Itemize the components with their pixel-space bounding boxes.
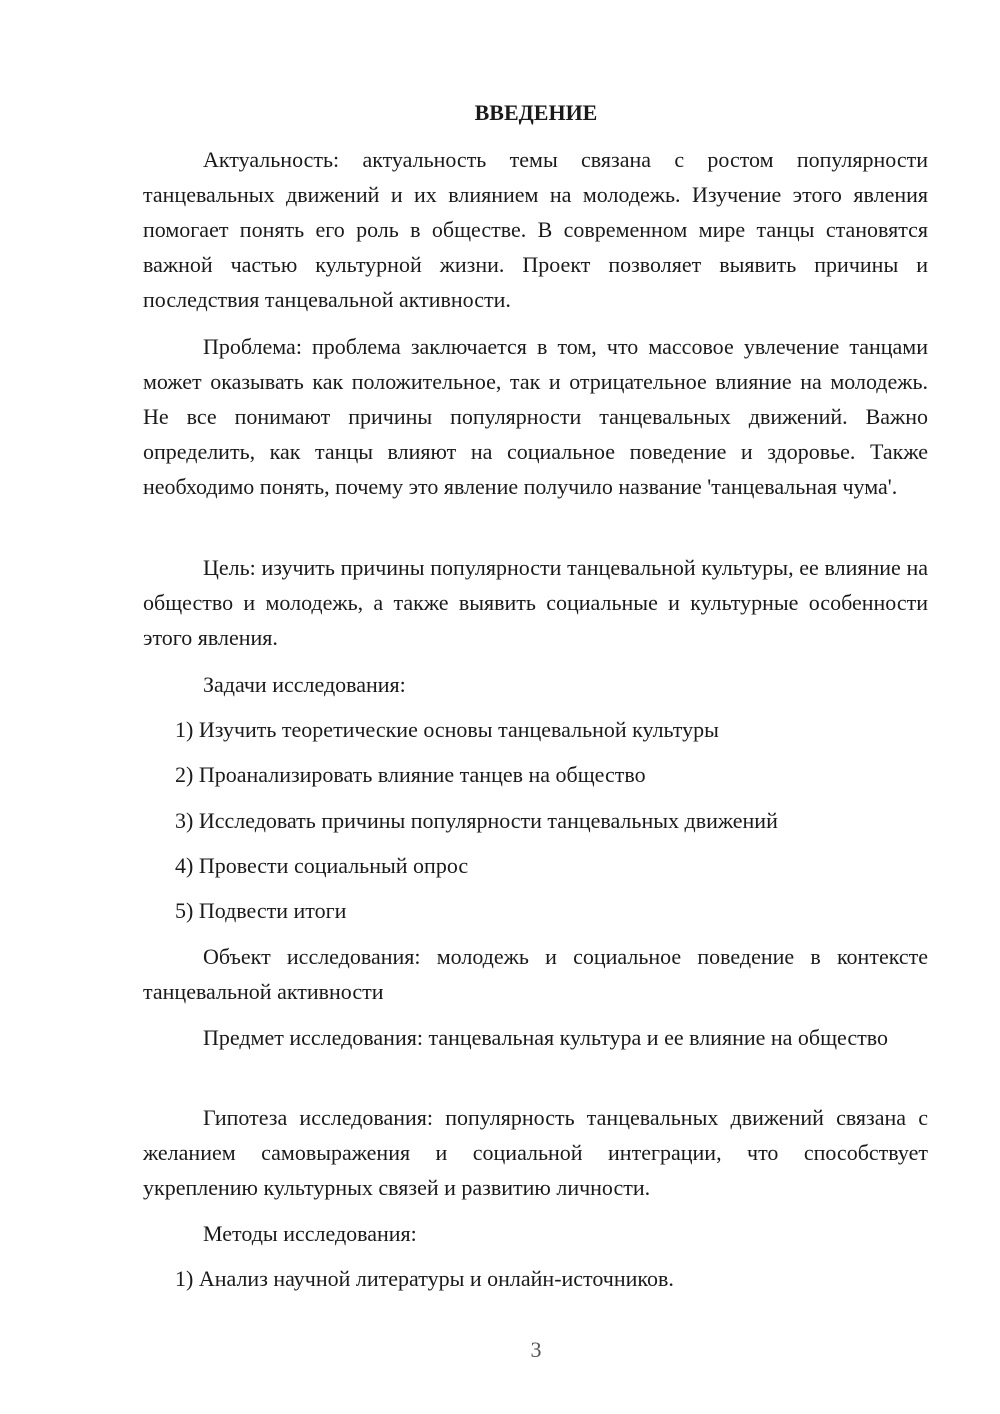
task-item-4: 4) Провести социальный опрос bbox=[175, 853, 469, 878]
paragraph-goal: Цель: изучить причины популярности танцевальной культуры, ее влияние на общество и молодежь, а также выявить социальные и культурные особенности этого явления. bbox=[143, 555, 928, 650]
page-title: ВВЕДЕНИЕ bbox=[474, 100, 598, 125]
paragraph-hypothesis: Гипотеза исследования: популярность танцевальных движений связана с желанием самовыражения и социальной интеграции, что способствует укреплению культурных связей и развитию личности. bbox=[143, 1105, 928, 1200]
paragraph-relevance: Актуальность: актуальность темы связана с ростом популярности танцевальных движений и их влиянием на молодежь. Изучение этого явления помогает понять его роль в обществе. В современном мире танцы становятся важной частью культурной жизни. Проект позволяет выявить причины и последствия танцевальной активности. bbox=[143, 147, 928, 312]
task-item-5: 5) Подвести итоги bbox=[175, 898, 347, 923]
methods-heading: Методы исследования: bbox=[203, 1221, 417, 1246]
task-item-1: 1) Изучить теоретические основы танцевальной культуры bbox=[175, 717, 719, 742]
paragraph-subject: Предмет исследования: танцевальная культура и ее влияние на общество bbox=[203, 1025, 888, 1050]
method-item-1: 1) Анализ научной литературы и онлайн-источников. bbox=[175, 1266, 674, 1291]
paragraph-problem: Проблема: проблема заключается в том, что массовое увлечение танцами может оказывать как положительное, так и отрицательное влияние на молодежь. Не все понимают причины популярности танцевальных движений. Важно определить, как танцы влияют на социальное поведение и здоровье. Также необходимо понять, почему это явление получило название 'танцевальная чума'. bbox=[143, 334, 928, 499]
page-number: 3 bbox=[530, 1337, 542, 1362]
task-item-2: 2) Проанализировать влияние танцев на общество bbox=[175, 762, 646, 787]
task-item-3: 3) Исследовать причины популярности танцевальных движений bbox=[175, 808, 778, 833]
paragraph-object: Объект исследования: молодежь и социальное поведение в контексте танцевальной активности bbox=[143, 944, 928, 1004]
tasks-heading: Задачи исследования: bbox=[203, 672, 406, 697]
